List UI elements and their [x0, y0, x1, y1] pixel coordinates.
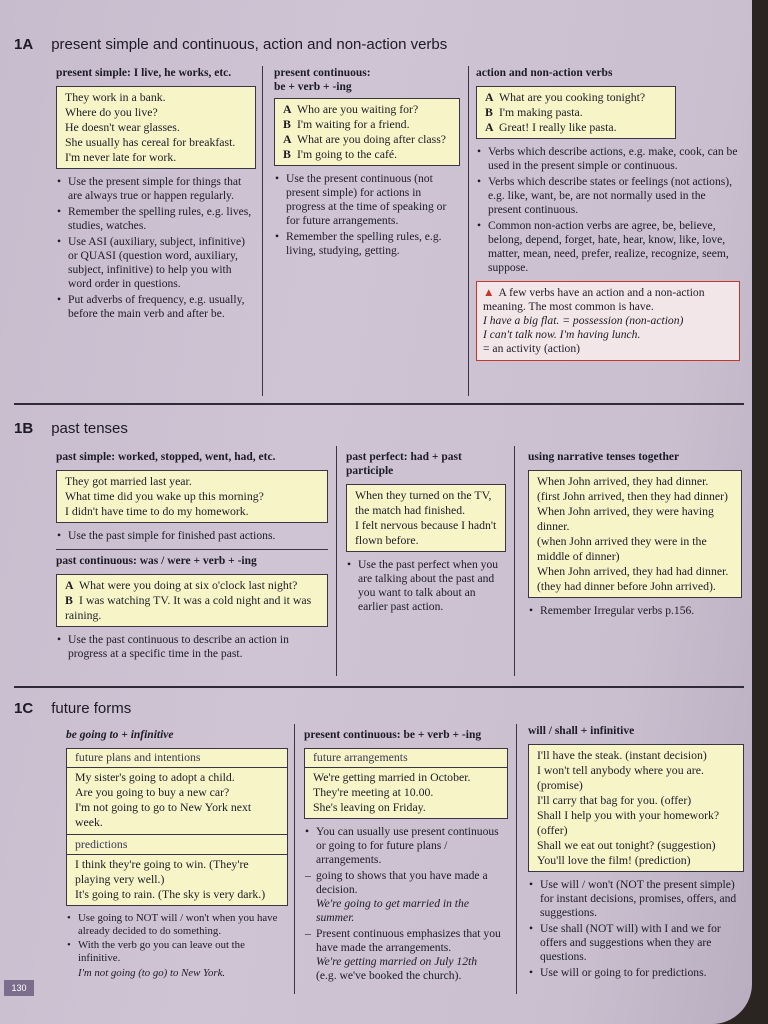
dialogue-line: [283, 147, 451, 162]
dialogue-line: [65, 578, 319, 593]
rule-item: • Use the past perfect when you are talking about the past and you want to talk about an earlier past action.: [358, 558, 506, 614]
rule-list: [346, 558, 506, 614]
dialogue-box: [476, 86, 676, 139]
example-line: You'll love the film! (prediction): [537, 853, 691, 867]
example-line: I think they're going to win. (They're playing very well.): [75, 857, 249, 886]
example-line: I'm not going to go to New York next week.: [75, 800, 252, 829]
example-box: [528, 744, 744, 872]
dialogue-line: [485, 105, 667, 120]
column-divider: [262, 66, 263, 396]
dialogue-line: [485, 90, 667, 105]
note-text: going to shows that you have made a decision.: [316, 869, 488, 896]
column-heading: past continuous: was / were + verb + -ing: [56, 555, 257, 567]
utterance: What are you cooking tonight?: [499, 90, 646, 104]
rule-item: • You can usually use present continuous or going to for future plans / arrangements.: [316, 825, 508, 867]
note-text: Present continuous emphasizes that you have made the arrangements.: [316, 927, 501, 954]
column-heading: will / shall + infinitive: [528, 725, 635, 737]
rule-list: [528, 878, 744, 980]
example-line: Where do you live?: [65, 105, 158, 119]
example-line: She usually has cereal for breakfast.: [65, 135, 236, 149]
column-divider: [468, 66, 469, 396]
column-divider: [336, 446, 337, 676]
s1c-col2: [304, 728, 508, 985]
note-example: (e.g. we've booked the church).: [316, 969, 462, 982]
example-line: Shall we eat out tonight? (suggestion): [537, 838, 716, 852]
box-label: predictions: [75, 837, 128, 851]
column-divider: [514, 446, 515, 676]
s1b-col2: [346, 450, 506, 616]
note-example: We're getting married on July 12th: [316, 955, 478, 968]
example-line: (first John arrived, then they had dinner): [537, 489, 728, 503]
rule-item: • Remember Irregular verbs p.156.: [540, 604, 742, 618]
section-number: 1B: [14, 420, 34, 437]
s1c-col3: [528, 724, 744, 982]
s1a-col2: [274, 66, 460, 260]
utterance: I'm going to the café.: [297, 147, 398, 161]
example-box: [528, 470, 742, 598]
column-divider: [516, 724, 517, 994]
rule-list: [274, 172, 460, 258]
rule-list: [56, 633, 328, 661]
example-line: Are you going to buy a new car?: [75, 785, 230, 799]
example-line: (they had dinner before John arrived).: [537, 579, 716, 593]
speaker: B: [65, 593, 73, 607]
column-heading: present continuous: be + verb + -ing: [304, 729, 482, 741]
example-line: (when John arrived they were in the middle of dinner): [537, 534, 707, 563]
column-divider: [294, 724, 295, 994]
s1b-col3: [528, 450, 742, 620]
rule-item: • With the verb go you can leave out the infinitive.: [78, 939, 288, 964]
speaker: A: [485, 120, 494, 134]
rule-list: [56, 529, 328, 543]
heading-line: present continuous:: [274, 67, 371, 79]
column-heading: be going to + infinitive: [66, 729, 174, 741]
section-divider: [14, 403, 744, 405]
page-number: 130: [4, 980, 34, 996]
section-title: past tenses: [51, 420, 128, 437]
speaker: B: [283, 117, 291, 131]
column-heading: [274, 66, 460, 94]
example-box: [56, 86, 256, 169]
box-label: future plans and intentions: [75, 750, 201, 764]
s1a-col3: [476, 66, 740, 361]
example-box: [56, 470, 328, 523]
example-line: My sister's going to adopt a child.: [75, 770, 235, 784]
rule-item: • Use shall (NOT will) with I and we for offers and suggestions when they are questions.: [540, 922, 744, 964]
warning-example: I have a big flat. = possession (non-action): [483, 314, 684, 327]
rule-item: • Use the present simple for things that are always true or happen regularly.: [68, 175, 256, 203]
dialogue-line: [485, 120, 667, 135]
warning-box: [476, 281, 740, 361]
s1b-col1: [56, 450, 328, 663]
example-line: They got married last year.: [65, 474, 192, 488]
example-line: I'm never late for work.: [65, 150, 177, 164]
rule-item: • Use going to NOT will / won't when you have already decided to do something.: [78, 912, 288, 937]
example-line: When John arrived, they had had dinner.: [537, 564, 729, 578]
example-line: They work in a bank.: [65, 90, 166, 104]
speaker: A: [283, 132, 292, 146]
rule-item: • Use will or going to for predictions.: [540, 966, 744, 980]
rule-item: • Verbs which describe states or feelings (not actions), e.g. like, want, be, are not normally used in the present continuous.: [488, 175, 740, 217]
dialogue-line: [283, 102, 451, 117]
note-item: [316, 927, 508, 983]
rule-list: [304, 825, 508, 867]
rule-item: • Remember the spelling rules, e.g. lives, studies, watches.: [68, 205, 256, 233]
warning-line: [483, 286, 733, 314]
example-line: I'll have the steak. (instant decision): [537, 748, 707, 762]
example-box: [304, 748, 508, 819]
rule-item: • Use will / won't (NOT the present simple) for instant decisions, promises, offers, and suggestions.: [540, 878, 744, 920]
rule-list: [476, 145, 740, 275]
column-heading: using narrative tenses together: [528, 451, 680, 463]
rule-item: • Common non-action verbs are agree, be, believe, belong, depend, forget, hate, hear, know, like, love, matter, mean, need, prefer, realize, recognize, seem, suppose.: [488, 219, 740, 275]
column-heading: past perfect: had + past participle: [346, 451, 462, 477]
box-label: future arrangements: [313, 750, 408, 764]
note-example: We're going to get married in the summer.: [316, 897, 469, 924]
speaker: A: [485, 90, 494, 104]
section-divider: [14, 686, 744, 688]
utterance: Great! I really like pasta.: [499, 120, 617, 134]
example-box: [66, 748, 288, 906]
rule-item: • Put adverbs of frequency, e.g. usually, before the main verb and after be.: [68, 293, 256, 321]
utterance: I'm making pasta.: [499, 105, 583, 119]
utterance: I'm waiting for a friend.: [297, 117, 410, 131]
speaker: A: [65, 578, 74, 592]
dialogue-box: [274, 98, 460, 166]
s1c-col1: [66, 728, 288, 980]
dialogue-line: [65, 593, 319, 623]
note-list: [304, 869, 508, 983]
section-title: future forms: [51, 700, 132, 717]
section-title: present simple and continuous, action and non-action verbs: [51, 36, 448, 53]
dialogue-box: [56, 574, 328, 627]
example-line: They're meeting at 10.00.: [313, 785, 434, 799]
s1a-col1: [56, 66, 256, 323]
rule-item: • Remember the spelling rules, e.g. living, studying, getting.: [286, 230, 460, 258]
example-line: We're getting married in October.: [313, 770, 471, 784]
example-line: I'll carry that bag for you. (offer): [537, 793, 692, 807]
note-item: [316, 869, 508, 925]
example-line: It's going to rain. (The sky is very dark.): [75, 887, 266, 901]
utterance: What are you doing after class?: [297, 132, 447, 146]
example-line: When John arrived, they were having dinner.: [537, 504, 714, 533]
example-line: I'm not going (to go) to New York.: [78, 967, 226, 979]
column-heading: action and non-action verbs: [476, 67, 613, 79]
example-line: Shall I help you with your homework? (offer): [537, 808, 720, 837]
section-number: 1A: [14, 36, 34, 53]
dialogue-line: [283, 117, 451, 132]
dialogue-line: [283, 132, 451, 147]
speaker: A: [283, 102, 292, 116]
section-number: 1C: [14, 700, 34, 717]
column-heading: past simple: worked, stopped, went, had, etc.: [56, 451, 276, 463]
warning-icon: ▲: [483, 286, 495, 299]
example-line: I didn't have time to do my homework.: [65, 504, 249, 518]
rule-item: • Use the past continuous to describe an action in progress at a specific time in the past.: [68, 633, 328, 661]
warning-text: A few verbs have an action and a non-action meaning. The most common is have.: [483, 286, 705, 313]
warning-example: I can't talk now. I'm having lunch.: [483, 328, 641, 341]
warning-example: = an activity (action): [483, 342, 580, 355]
utterance: What were you doing at six o'clock last night?: [79, 578, 298, 592]
example-line: What time did you wake up this morning?: [65, 489, 264, 503]
example-line: I won't tell anybody where you are. (promise): [537, 763, 704, 792]
example-line: When they turned on the TV, the match had finished.: [355, 488, 492, 517]
column-heading: present simple: I live, he works, etc.: [56, 67, 232, 79]
heading-line: be + verb + -ing: [274, 81, 352, 93]
example-line: He doesn't wear glasses.: [65, 120, 180, 134]
example-line: She's leaving on Friday.: [313, 800, 426, 814]
rule-item: • Use ASI (auxiliary, subject, infinitive) or QUASI (question word, auxiliary, subject, infinitive) to help you with word order in questions.: [68, 235, 256, 291]
section-1b-header: [14, 420, 128, 437]
rule-item: • Verbs which describe actions, e.g. make, cook, can be used in the present simple or continuous.: [488, 145, 740, 173]
rule-list: [528, 604, 742, 618]
rule-list: [56, 175, 256, 321]
section-1c-header: [14, 700, 131, 717]
speaker: B: [283, 147, 291, 161]
rule-item: • Use the past simple for finished past actions.: [68, 529, 328, 543]
rule-list: [66, 912, 288, 964]
speaker: B: [485, 105, 493, 119]
rule-item: • Use the present continuous (not present simple) for actions in progress at the time of speaking or for future arrangements.: [286, 172, 460, 228]
example-line: When John arrived, they had dinner.: [537, 474, 709, 488]
example-line: I felt nervous because I hadn't flown before.: [355, 518, 497, 547]
section-1a-header: [14, 36, 447, 53]
utterance: I was watching TV. It was a cold night and it was raining.: [65, 593, 312, 622]
utterance: Who are you waiting for?: [297, 102, 419, 116]
example-box: [346, 484, 506, 552]
